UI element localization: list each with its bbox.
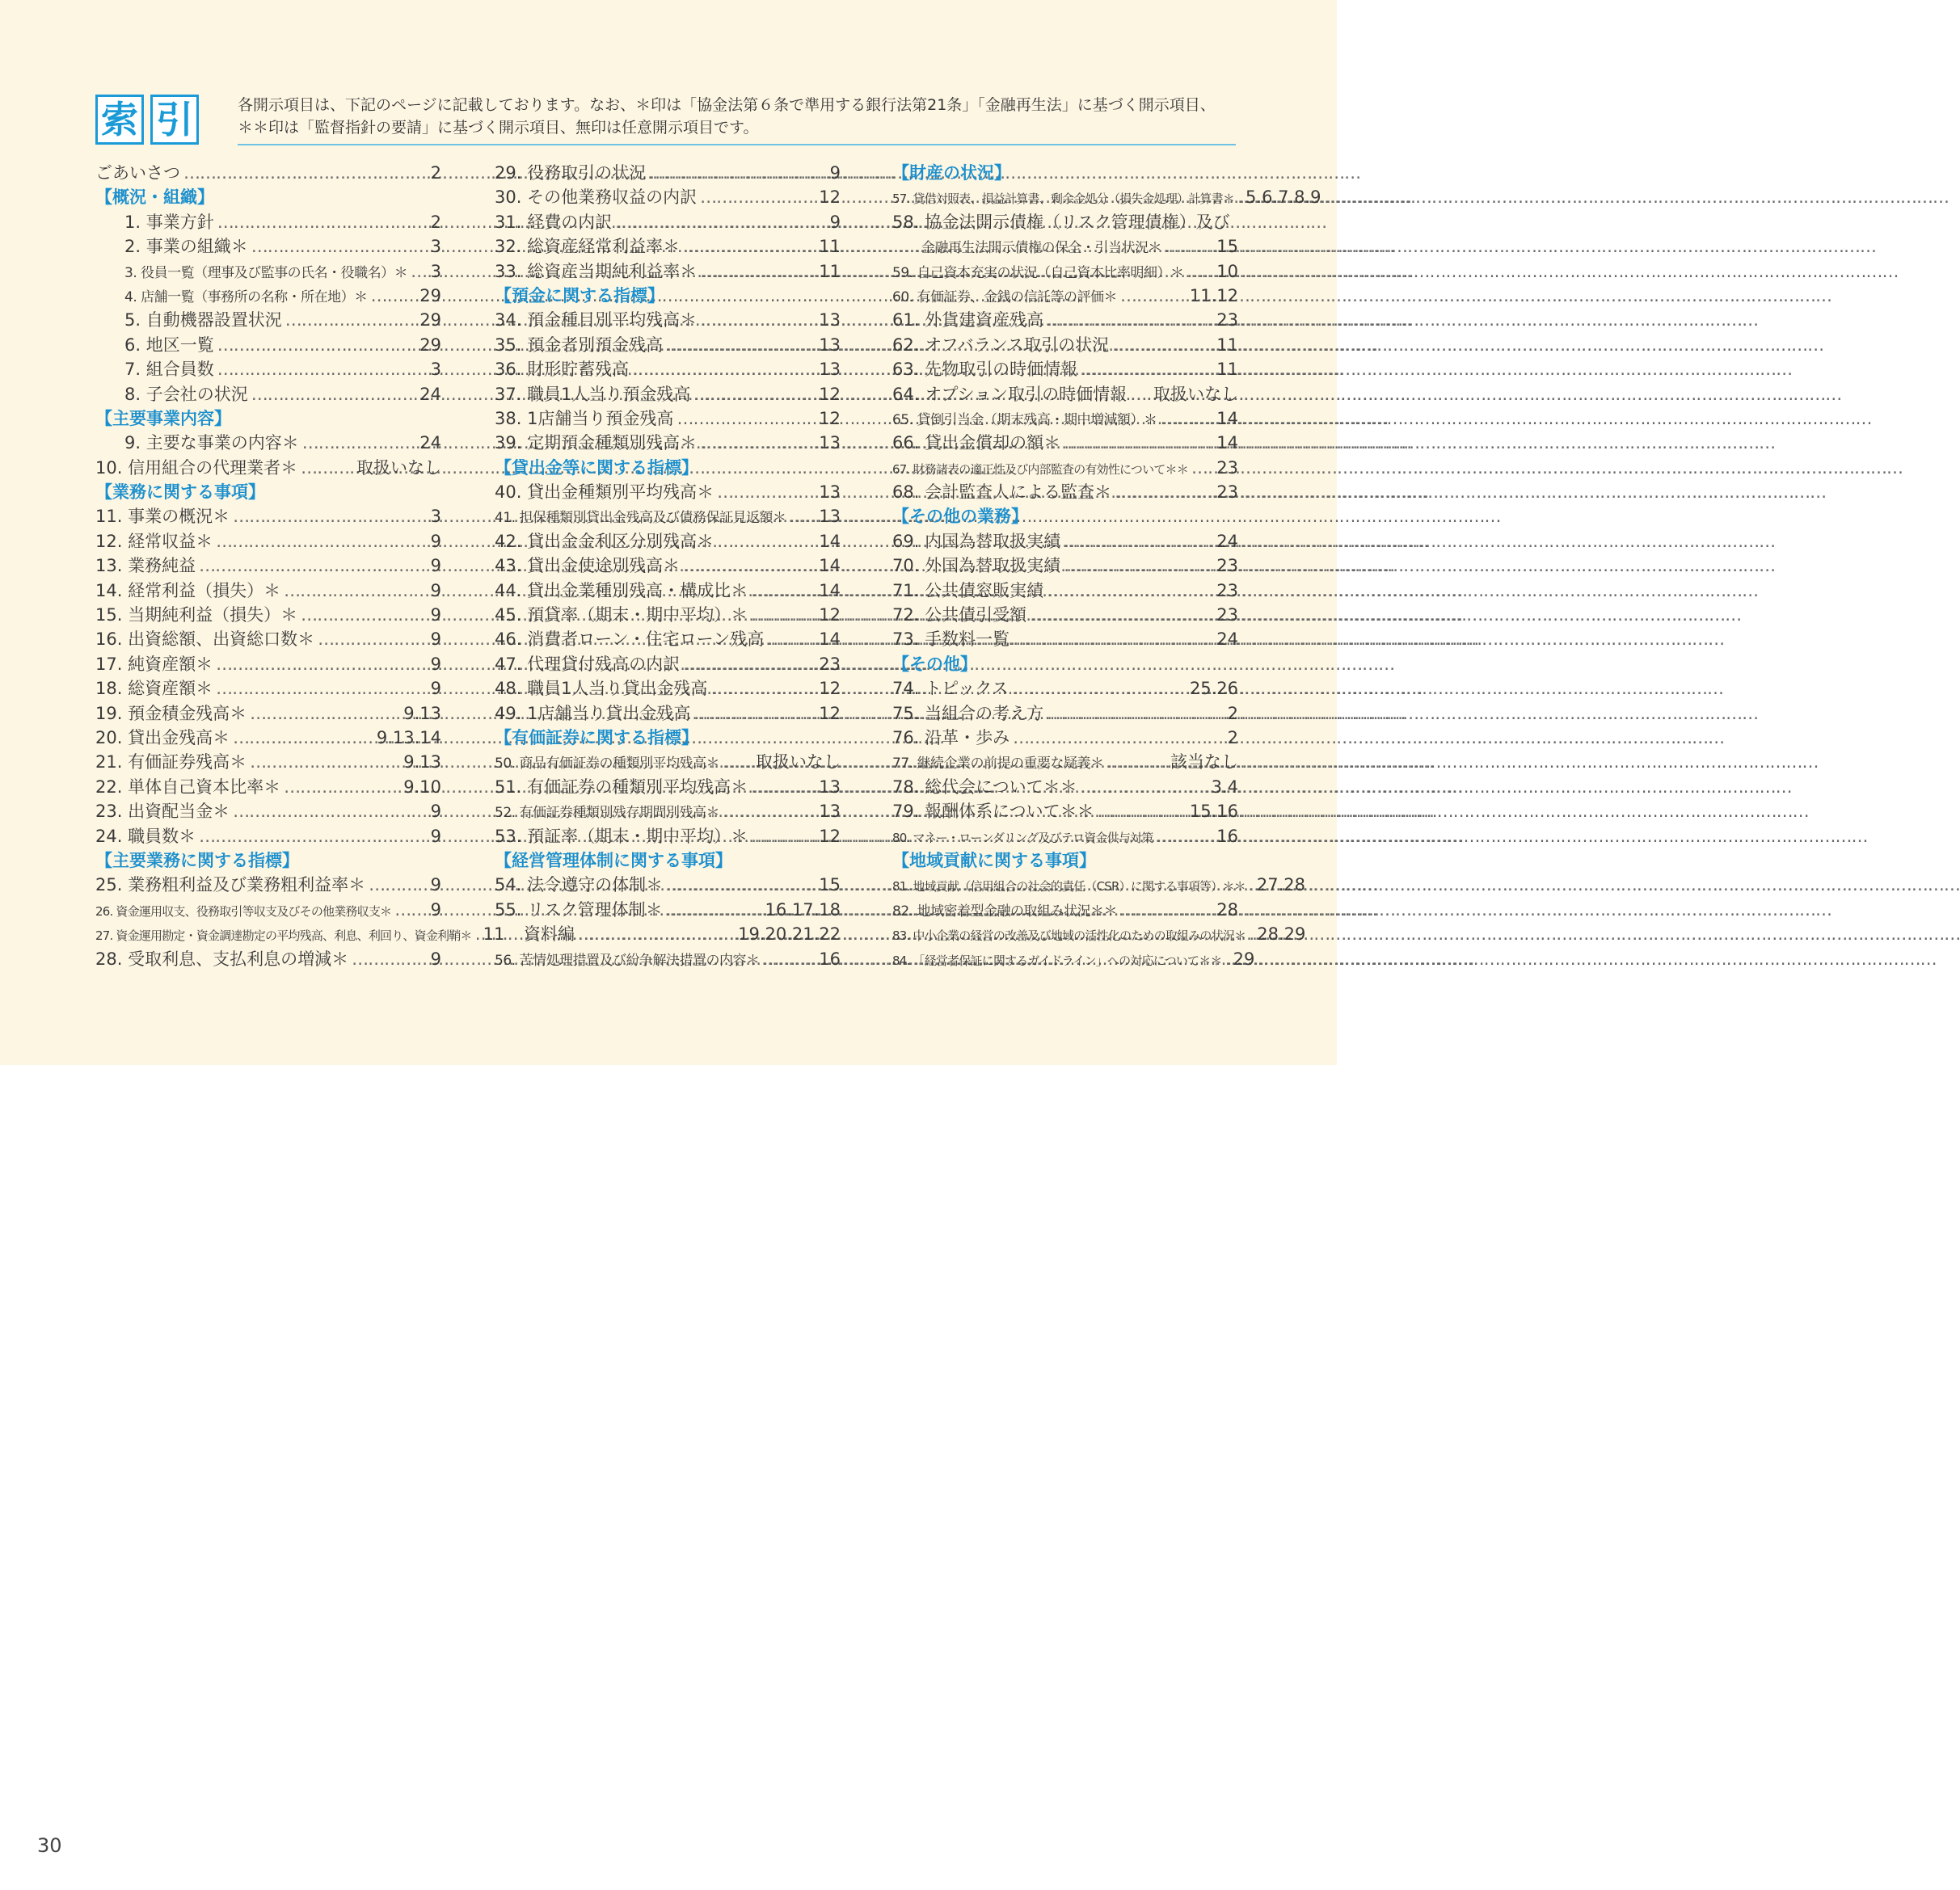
index-entry: 43. 貸出金使途別残高＊ …………………………………………………………………………………………………………………… 14 xyxy=(495,554,841,578)
section-heading: 【主要事業内容】 xyxy=(95,408,231,428)
index-entry: 11. 事業の概況＊ …………………………………………………………………………………………………………………… 3 xyxy=(95,504,441,528)
index-entry: 78. 総代会について＊＊ …………………………………………………………………………………………………………………… 3.4 xyxy=(892,775,1238,799)
index-entry: 49. 1店舗当り貸出金残高 …………………………………………………………………………………………………………………… 12 xyxy=(495,701,841,726)
index-entry: 79. 報酬体系について＊＊ …………………………………………………………………………………………………………………… 15.16 xyxy=(892,799,1238,823)
index-entry: 41. 担保種類別貸出金残高及び債務保証見返額＊ …………………………………………………………………………………………………………………… 13 xyxy=(495,504,841,528)
index-entry: 74. トピックス …………………………………………………………………………………………………………………… 25.26 xyxy=(892,676,1238,701)
index-entry: 80. マネー・ローンダリング及びテロ資金供与対策 …………………………………………………………………………………………………………………… 16 xyxy=(892,824,1238,848)
index-entry: 56. 苦情処理措置及び紛争解決措置の内容＊ …………………………………………………………………………………………………………………… 16 xyxy=(495,947,841,971)
index-entry: 12. 経常収益＊ …………………………………………………………………………………………………………………… 9 xyxy=(95,529,441,554)
section-heading: 【有価証券に関する指標】 xyxy=(495,727,698,747)
index-entry: 72. 公共債引受額 …………………………………………………………………………………………………………………… 23 xyxy=(892,603,1238,627)
index-entry: 19. 預金積金残高＊ …………………………………………………………………………………………………………………… 9.13 xyxy=(95,701,441,726)
index-entry: 8. 子会社の状況 …………………………………………………………………………………………………………………… 24 xyxy=(95,382,441,406)
index-entry: 4. 店舗一覧（事務所の名称・所在地）＊ …………………………………………………………………………………………………………………… 29 xyxy=(95,284,441,308)
index-entry: 26. 資金運用収支、役務取引等収支及びその他業務収支＊ …………………………………………………………………………………………………………………… 9 xyxy=(95,898,441,922)
index-entry: 42. 貸出金金利区分別残高＊ …………………………………………………………………………………………………………………… 14 xyxy=(495,529,841,554)
index-entry: 14. 経常利益（損失）＊ …………………………………………………………………………………………………………………… 9 xyxy=(95,579,441,603)
index-column-2 xyxy=(495,161,841,971)
index-entry: 57. 貸借対照表、損益計算書、剰余金処分（損失金処理）計算書＊ …………………………………………………………………………………………………………………… 5.6.7.8.9 xyxy=(892,185,1238,209)
index-entry: 60. 有価証券、金銭の信託等の評価＊ …………………………………………………………………………………………………………………… 11.12 xyxy=(892,284,1238,308)
index-entry: 55. リスク管理体制＊ …………………………………………………………………………………………………………………… 16.17.18 xyxy=(495,898,841,922)
index-entry: 48. 職員1人当り貸出金残高 …………………………………………………………………………………………………………………… 12 xyxy=(495,676,841,701)
index-entry: 6. 地区一覧 …………………………………………………………………………………………………………………… 29 xyxy=(95,333,441,357)
index-entry: 70. 外国為替取扱実績 …………………………………………………………………………………………………………………… 23 xyxy=(892,554,1238,578)
index-entry: 82. 地域密着型金融の取組み状況＊＊ …………………………………………………………………………………………………………………… 28 xyxy=(892,898,1238,922)
section-heading: 【財産の状況】 xyxy=(892,163,1011,183)
index-entry: 68. 会計監査人による監査＊ …………………………………………………………………………………………………………………… 23 xyxy=(892,480,1238,504)
index-entry: 51. 有価証券の種類別平均残高＊ …………………………………………………………………………………………………………………… 13 xyxy=(495,775,841,799)
title-char-2: 引 xyxy=(150,95,199,145)
index-entry: 76. 沿革・歩み …………………………………………………………………………………………………………………… 2 xyxy=(892,726,1238,750)
section-heading: 【業務に関する事項】 xyxy=(95,482,265,503)
index-entry: 7. 組合員数 …………………………………………………………………………………………………………………… 3 xyxy=(95,357,441,381)
index-entry: 31. 経費の内訳 …………………………………………………………………………………………………………………… 9 xyxy=(495,210,841,234)
index-entry: 52. 有価証券種類別残存期間別残高＊ …………………………………………………………………………………………………………………… 13 xyxy=(495,799,841,823)
index-entry: 27. 資金運用勘定・資金調達勘定の平均残高、利息、利回り、資金利鞘＊ …………………………………………………………………………………………………………………… 11 xyxy=(95,922,441,946)
index-entry: 9. 主要な事業の内容＊ …………………………………………………………………………………………………………………… 24 xyxy=(95,431,441,455)
section-heading: 【地域貢献に関する事項】 xyxy=(892,850,1096,870)
header-rule xyxy=(238,144,1236,145)
index-entry: 66. 貸出金償却の額＊ …………………………………………………………………………………………………………………… 14 xyxy=(892,431,1238,455)
index-entry: 59. 自己資本充実の状況（自己資本比率明細）＊ …………………………………………………………………………………………………………………… 10 xyxy=(892,259,1238,284)
index-entry: 77. 継続企業の前提の重要な疑義＊ …………………………………………………………………………………………………………………… 該当なし xyxy=(892,750,1238,774)
section-heading: 【貸出金等に関する指標】 xyxy=(495,457,698,478)
section-heading: 【経営管理体制に関する事項】 xyxy=(495,850,732,870)
index-entry: 5. 自動機器設置状況 …………………………………………………………………………………………………………………… 29 xyxy=(95,308,441,332)
index-entry: 金融再生法開示債権の保全・引当状況＊ …………………………………………………………………………………………………………………… 15 xyxy=(892,234,1238,259)
index-entry: 37. 職員1人当り預金残高 …………………………………………………………………………………………………………………… 12 xyxy=(495,382,841,406)
index-entry: 46. 消費者ローン・住宅ローン残高 …………………………………………………………………………………………………………………… 14 xyxy=(495,627,841,651)
index-entry: 1. 事業方針 …………………………………………………………………………………………………………………… 2 xyxy=(95,210,441,234)
index-panel xyxy=(0,0,1337,1065)
index-entry: 17. 純資産額＊ …………………………………………………………………………………………………………………… 9 xyxy=(95,652,441,676)
section-heading: 【主要業務に関する指標】 xyxy=(95,850,299,870)
index-entry: 30. その他業務収益の内訳 …………………………………………………………………………………………………………………… 12 xyxy=(495,185,841,209)
index-entry: 75. 当組合の考え方 …………………………………………………………………………………………………………………… 2 xyxy=(892,701,1238,726)
index-entry: ごあいさつ …………………………………………………………………………………………………………………… 2 xyxy=(95,161,441,185)
index-entry: 45. 預貸率（期末・期中平均）＊ …………………………………………………………………………………………………………………… 12 xyxy=(495,603,841,627)
index-entry: 3. 役員一覧（理事及び監事の氏名・役職名）＊ …………………………………………………………………………………………………………………… 3 xyxy=(95,259,441,284)
index-entry: 54. 法令遵守の体制＊ …………………………………………………………………………………………………………………… 15 xyxy=(495,873,841,897)
title-char-1: 索 xyxy=(95,95,144,145)
index-entry: 40. 貸出金種類別平均残高＊ …………………………………………………………………………………………………………………… 13 xyxy=(495,480,841,504)
section-heading: 【その他】 xyxy=(892,654,977,674)
index-entry: 58. 協金法開示債権（リスク管理債権）及び xyxy=(892,212,1230,232)
index-entry: 15. 当期純利益（損失）＊ …………………………………………………………………………………………………………………… 9 xyxy=(95,603,441,627)
index-entry: 16. 出資総額、出資総口数＊ …………………………………………………………………………………………………………………… 9 xyxy=(95,627,441,651)
index-entry: 69. 内国為替取扱実績 …………………………………………………………………………………………………………………… 24 xyxy=(892,529,1238,554)
index-entry: 18. 総資産額＊ …………………………………………………………………………………………………………………… 9 xyxy=(95,676,441,701)
index-entry: 2. 事業の組織＊ …………………………………………………………………………………………………………………… 3 xyxy=(95,234,441,259)
index-entry: 35. 預金者別預金残高 …………………………………………………………………………………………………………………… 13 xyxy=(495,333,841,357)
index-entry: 29. 役務取引の状況 …………………………………………………………………………………………………………………… 9 xyxy=(495,161,841,185)
index-entry: 13. 業務純益 …………………………………………………………………………………………………………………… 9 xyxy=(95,554,441,578)
index-entry: 24. 職員数＊ …………………………………………………………………………………………………………………… 9 xyxy=(95,824,441,848)
index-entry: 62. オフバランス取引の状況 …………………………………………………………………………………………………………………… 11 xyxy=(892,333,1238,357)
index-entry: 44. 貸出金業種別残高・構成比＊ …………………………………………………………………………………………………………………… 14 xyxy=(495,579,841,603)
section-heading: 【概況・組織】 xyxy=(95,187,214,208)
intro-line-2: ＊＊印は「監督指針の要請」に基づく開示項目、無印は任意開示項目です。 xyxy=(238,119,759,137)
index-entry: 50. 商品有価証券の種類別平均残高＊ …………………………………………………………………………………………………………………… 取扱いなし xyxy=(495,750,841,774)
index-entry: 61. 外貨建資産残高 …………………………………………………………………………………………………………………… 23 xyxy=(892,308,1238,332)
index-entry: 33. 総資産当期純利益率＊ …………………………………………………………………………………………………………………… 11 xyxy=(495,259,841,284)
index-entry: 資料編 …………………………………………………………………………………………………………………… 19.20.21.22 xyxy=(495,922,841,946)
index-entry: 63. 先物取引の時価情報 …………………………………………………………………………………………………………………… 11 xyxy=(892,357,1238,381)
index-entry: 53. 預証率（期末・期中平均）＊ …………………………………………………………………………………………………………………… 12 xyxy=(495,824,841,848)
index-entry: 65. 貸倒引当金（期末残高・期中増減額）＊ …………………………………………………………………………………………………………………… 14 xyxy=(892,406,1238,431)
index-entry: 47. 代理貸付残高の内訳 …………………………………………………………………………………………………………………… 23 xyxy=(495,652,841,676)
index-column-1 xyxy=(95,161,505,971)
index-entry: 28. 受取利息、支払利息の増減＊ …………………………………………………………………………………………………………………… 9 xyxy=(95,947,441,971)
index-entry: 38. 1店舗当り預金残高 …………………………………………………………………………………………………………………… 12 xyxy=(495,406,841,431)
index-entry: 23. 出資配当金＊ …………………………………………………………………………………………………………………… 9 xyxy=(95,799,441,823)
index-entry: 34. 預金種目別平均残高＊ …………………………………………………………………………………………………………………… 13 xyxy=(495,308,841,332)
index-entry: 36. 財形貯蓄残高 …………………………………………………………………………………………………………………… 13 xyxy=(495,357,841,381)
intro-text xyxy=(238,94,1240,139)
page-number: 30 xyxy=(37,1834,62,1857)
index-title xyxy=(95,95,199,145)
index-entry: 83. 中小企業の経営の改善及び地域の活性化のための取組みの状況＊ …………………………………………………………………………………………………………………… 28.29 xyxy=(892,922,1238,946)
index-entry: 67. 財務諸表の適正性及び内部監査の有効性について＊＊ …………………………………………………………………………………………………………………… 23 xyxy=(892,456,1238,480)
index-entry: 32. 総資産経常利益率＊ …………………………………………………………………………………………………………………… 11 xyxy=(495,234,841,259)
index-column-3 xyxy=(892,161,1321,971)
index-entry: 84. 「経営者保証に関するガイドライン」への対応について＊＊ …………………………………………………………………………………………………………………… 29 xyxy=(892,947,1238,971)
index-entry: 39. 定期預金種類別残高＊ …………………………………………………………………………………………………………………… 13 xyxy=(495,431,841,455)
index-entry: 73. 手数料一覧 …………………………………………………………………………………………………………………… 24 xyxy=(892,627,1238,651)
index-entry: 21. 有価証券残高＊ …………………………………………………………………………………………………………………… 9.13 xyxy=(95,750,441,774)
index-entry: 22. 単体自己資本比率＊ …………………………………………………………………………………………………………………… 9.10 xyxy=(95,775,441,799)
intro-line-1: 各開示項目は、下記のページに記載しております。なお、＊印は「協金法第６条で準用する銀行法第21条」「金融再生法」に基づく開示項目、 xyxy=(238,96,1216,114)
index-entry: 10. 信用組合の代理業者＊ …………………………………………………………………………………………………………………… 取扱いなし xyxy=(95,456,441,480)
index-entry: 25. 業務粗利益及び業務粗利益率＊ …………………………………………………………………………………………………………………… 9 xyxy=(95,873,441,897)
section-heading: 【預金に関する指標】 xyxy=(495,285,664,305)
index-entry: 20. 貸出金残高＊ …………………………………………………………………………………………………………………… 9.13.14 xyxy=(95,726,441,750)
index-entry: 71. 公共債窓販実績 …………………………………………………………………………………………………………………… 23 xyxy=(892,579,1238,603)
index-entry: 64. オプション取引の時価情報 …………………………………………………………………………………………………………………… 取扱いなし xyxy=(892,382,1238,406)
section-heading: 【その他の業務】 xyxy=(892,507,1028,527)
index-entry: 81. 地域貢献（信用組合の社会的責任（CSR）に関する事項等）＊＊ …………………………………………………………………………………………………………………… 27.28 xyxy=(892,873,1238,897)
